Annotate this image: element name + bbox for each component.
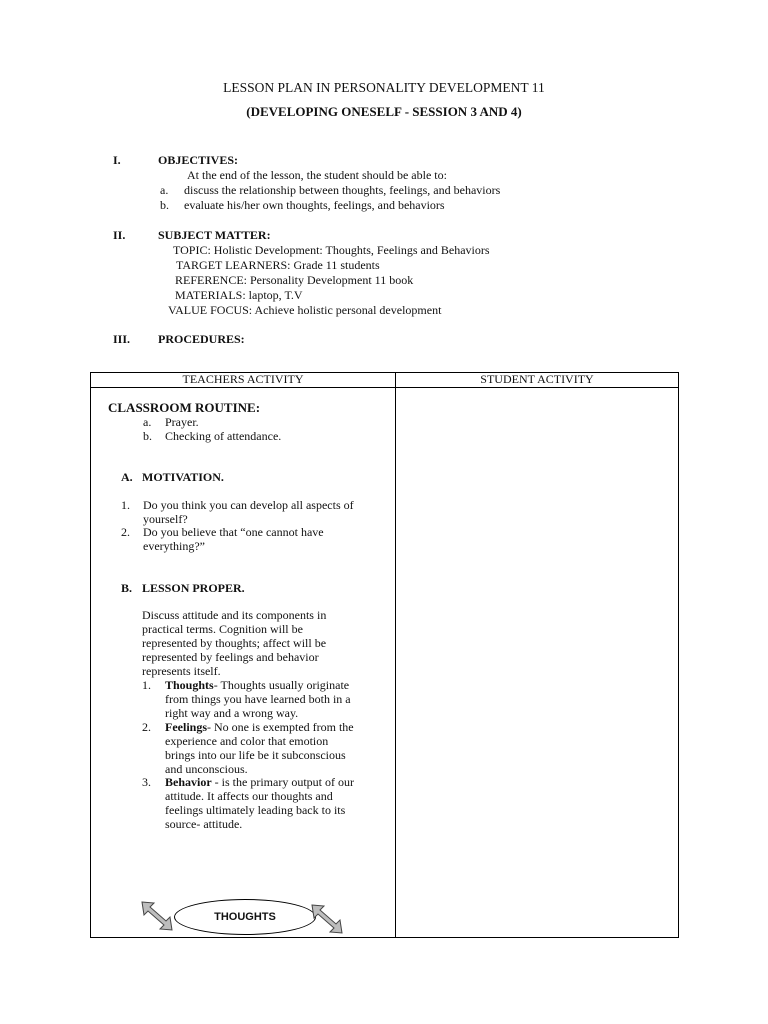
lesson-intro-line-5: represents itself. [142, 664, 221, 678]
component-thoughts-desc-2: from things you have learned both in a [165, 692, 351, 706]
component-num-1: 1. [142, 678, 151, 692]
motivation-num-1: 1. [121, 498, 130, 512]
component-feelings-desc-1: - No one is exempted from the [207, 720, 354, 734]
subject-target-learners: TARGET LEARNERS: Grade 11 students [176, 258, 380, 272]
student-activity-cell [396, 388, 679, 938]
component-num-2: 2. [142, 720, 151, 734]
component-term-thoughts: Thoughts [165, 678, 214, 692]
component-behavior-line1 [165, 775, 354, 790]
page-title: LESSON PLAN IN PERSONALITY DEVELOPMENT 11 [223, 80, 545, 95]
motivation-question-2-line1: Do you believe that “one cannot have [143, 525, 324, 539]
lesson-proper-letter: B. [121, 581, 133, 595]
component-num-3: 3. [142, 775, 151, 789]
objective-item-b: evaluate his/her own thoughts, feelings, and behaviors [184, 198, 445, 212]
component-feelings-desc-4: and unconscious. [165, 762, 248, 776]
motivation-num-2: 2. [121, 525, 130, 539]
classroom-routine-heading: CLASSROOM ROUTINE: [108, 400, 261, 415]
lesson-intro-line-1: Discuss attitude and its components in [142, 608, 327, 622]
objective-letter-b: b. [160, 198, 169, 212]
component-behavior-desc-1: - is the primary output of our [211, 775, 354, 789]
routine-item-prayer: Prayer. [165, 415, 199, 429]
component-feelings-desc-2: experience and color that emotion [165, 734, 329, 748]
component-thoughts-desc-1: - Thoughts usually originate [213, 678, 350, 692]
page-subtitle: (DEVELOPING ONESELF - SESSION 3 AND 4) [246, 104, 522, 119]
objectives-intro: At the end of the lesson, the student should be able to: [187, 168, 447, 182]
diagonal-double-arrow-left-icon [140, 900, 176, 932]
subject-reference: REFERENCE: Personality Development 11 book [175, 273, 414, 287]
routine-letter-b: b. [143, 429, 152, 443]
motivation-letter: A. [121, 470, 133, 484]
component-behavior-desc-3: feelings ultimately leading back to its [165, 803, 346, 817]
component-feelings-line1 [165, 720, 354, 735]
objective-item-a: discuss the relationship between thoughts, feelings, and behaviors [184, 183, 501, 197]
column-header-teachers: TEACHERS ACTIVITY [91, 373, 396, 388]
subject-materials: MATERIALS: laptop, T.V [175, 288, 303, 302]
lesson-intro-line-4: represented by feelings and behavior [142, 650, 319, 664]
routine-item-attendance: Checking of attendance. [165, 429, 282, 443]
subject-matter-heading: SUBJECT MATTER: [158, 228, 271, 242]
component-behavior-desc-2: attitude. It affects our thoughts and [165, 789, 333, 803]
objectives-heading: OBJECTIVES: [158, 153, 239, 167]
procedures-heading: PROCEDURES: [158, 332, 245, 346]
diagonal-double-arrow-right-icon [310, 903, 346, 935]
subject-topic: TOPIC: Holistic Development: Thoughts, Feelings and Behaviors [173, 243, 490, 257]
lesson-proper-heading: LESSON PROPER. [142, 581, 245, 595]
motivation-question-1-line2: yourself? [143, 512, 188, 526]
component-feelings-desc-3: brings into our life be it subconscious [165, 748, 346, 762]
motivation-question-2-line2: everything?” [143, 539, 205, 553]
lesson-intro-line-3: represented by thoughts; affect will be [142, 636, 327, 650]
routine-letter-a: a. [143, 415, 152, 429]
component-behavior-desc-4: source- attitude. [165, 817, 243, 831]
motivation-question-1-line1: Do you think you can develop all aspects of [143, 498, 354, 512]
component-term-feelings: Feelings [165, 720, 207, 734]
thoughts-diagram-node: THOUGHTS [174, 899, 316, 935]
lesson-intro-line-2: practical terms. Cognition will be [142, 622, 303, 636]
component-thoughts-desc-3: right way and a wrong way. [165, 706, 299, 720]
objectives-number: I. [113, 153, 121, 167]
column-header-students: STUDENT ACTIVITY [396, 373, 679, 388]
subject-value-focus: VALUE FOCUS: Achieve holistic personal development [168, 303, 442, 317]
procedures-number: III. [113, 332, 131, 346]
objective-letter-a: a. [160, 183, 169, 197]
component-thoughts-line1 [165, 678, 349, 693]
motivation-heading: MOTIVATION. [142, 470, 224, 484]
subject-matter-number: II. [113, 228, 126, 242]
component-term-behavior: Behavior [165, 775, 212, 789]
